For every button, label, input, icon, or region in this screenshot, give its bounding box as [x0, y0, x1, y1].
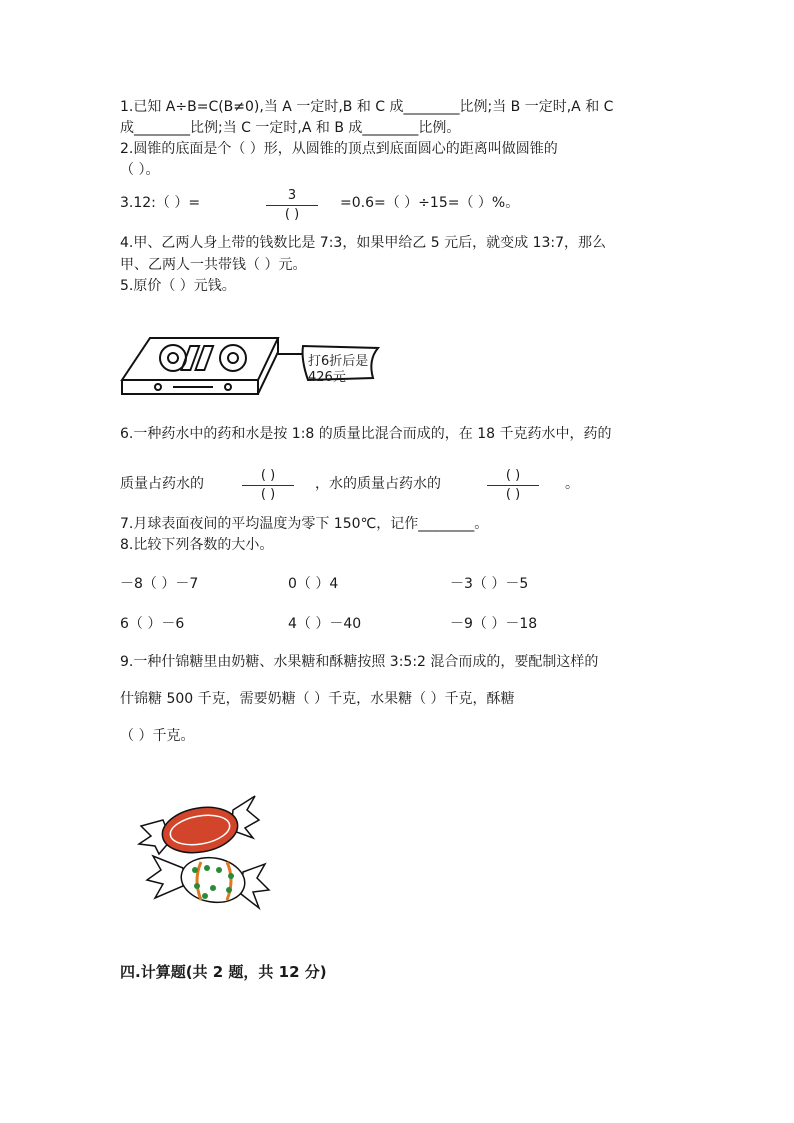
- q3-fraction-numerator: 3: [287, 188, 297, 203]
- q9-line1: 9.一种什锦糖里由奶糖、水果糖和酥糖按照 3:5:2 混合而成的，要配制这样的: [120, 654, 599, 670]
- section-4-title: 四.计算题(共 2 题，共 12 分): [120, 963, 327, 981]
- q6-fraction-2: [483, 468, 543, 503]
- q6-fraction-1-numerator: ( ): [260, 468, 276, 483]
- q3-fraction-denominator: ( ): [284, 207, 300, 222]
- q2-line1: 2.圆锥的底面是个（ ）形，从圆锥的顶点到底面圆心的距离叫做圆锥的: [120, 141, 558, 157]
- q6-part1: 质量占药水的: [120, 476, 204, 492]
- q3-right: =0.6=（ ）÷15=（ ）%。: [340, 195, 520, 211]
- q7-text: 7.月球表面夜间的平均温度为零下 150℃，记作________。: [120, 516, 489, 532]
- q6-fraction-2-denominator: ( ): [505, 487, 521, 502]
- q3-left: 3.12:（ ）=: [120, 195, 201, 211]
- q6-fraction-1: [238, 468, 298, 503]
- q6-fraction-2-numerator: ( ): [505, 468, 521, 483]
- fraction-bar: [242, 485, 294, 486]
- fraction-bar: [266, 205, 318, 206]
- q2-line2: （ ）。: [120, 162, 160, 178]
- q6-fraction-1-denominator: ( ): [260, 487, 276, 502]
- q4-line2: 甲、乙两人一共带钱（ ）元。: [120, 257, 307, 273]
- q8-r1c2: 0（ ）4: [288, 576, 339, 592]
- fraction-bar: [487, 485, 539, 486]
- q4-line1: 4.甲、乙两人身上带的钱数比是 7:3，如果甲给乙 5 元后，就变成 13:7，那么: [120, 235, 607, 251]
- candy-illustration: [133, 790, 273, 922]
- q8-r2c1: 6（ ）－6: [120, 616, 185, 632]
- q3-fraction: [262, 188, 322, 223]
- q8-r2c3: －9（ ）－18: [450, 616, 538, 632]
- q8-r2c2: 4（ ）－40: [288, 616, 362, 632]
- q8-r1c1: －8（ ）－7: [120, 576, 199, 592]
- q8-r1c3: －3（ ）－5: [450, 576, 529, 592]
- q6-part3: 。: [565, 476, 579, 492]
- q6-part2: ，水的质量占药水的: [315, 476, 441, 492]
- q5-text: 5.原价（ ）元钱。: [120, 278, 236, 294]
- q8-title: 8.比较下列各数的大小。: [120, 537, 274, 553]
- q6-line1: 6.一种药水中的药和水是按 1:8 的质量比混合而成的，在 18 千克药水中，药的: [120, 426, 612, 442]
- price-tag-line2: 426元: [308, 370, 346, 385]
- price-tag-line1: 打6折后是: [308, 354, 369, 369]
- q1-line1: 1.已知 A÷B=C(B≠0),当 A 一定时,B 和 C 成________比例;当 B 一定时,A 和 C: [120, 99, 614, 115]
- q9-line3: （ ）千克。: [120, 728, 195, 744]
- q1-line2: 成________比例;当 C 一定时,A 和 B 成________比例。: [120, 120, 461, 136]
- q9-line2: 什锦糖 500 千克，需要奶糖（ ）千克，水果糖（ ）千克，酥糖: [120, 691, 515, 707]
